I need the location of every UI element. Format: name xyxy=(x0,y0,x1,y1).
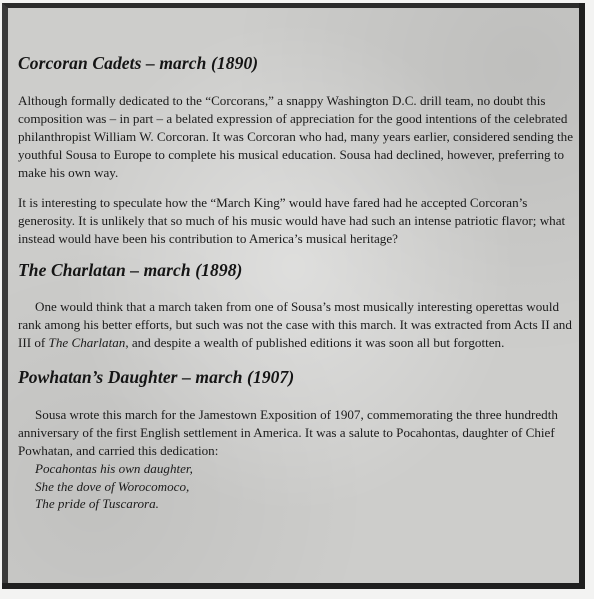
page-content xyxy=(18,8,580,513)
verse-line: She the dove of Worocomoco, xyxy=(35,478,190,494)
section-title-the-charlatan: The Charlatan – march (1898) xyxy=(18,260,243,280)
charlatan-text-end: , and despite a wealth of published editions it was soon all but forgotten. xyxy=(125,335,505,350)
verse-line: Pocahontas his own daughter, xyxy=(35,461,193,476)
paragraph-powhatan: Sousa wrote this march for the Jamestown Exposition of 1907, commemorating the three hundredth anniversary of the first English settlement in America. It was a salute to Pocahontas, daughter of Chief Powhatan, and carried this dedication: xyxy=(18,407,558,458)
page-shadow-bottom xyxy=(2,583,585,589)
verse-line: The pride of Tuscarora. xyxy=(35,496,159,511)
charlatan-text-start: One would think that a march taken from one of Sousa’s most musically interesting operettas would rank among his better efforts, but such was not the case with this march. It was extracted from Acts II and III of xyxy=(18,299,572,350)
section-title-powhatans-daughter: Powhatan’s Daughter – march (1907) xyxy=(18,367,295,387)
dedication-verse xyxy=(18,460,580,513)
charlatan-title-italic: The Charlatan xyxy=(48,335,126,350)
liner-notes-page xyxy=(2,3,579,583)
paragraph-corcoran-1: Although formally dedicated to the “Corcorans,” a snappy Washington D.C. drill team, no doubt this composition was – in part – a belated expression of appreciation for the good intentions of the celebrated philanthropist William W. Corcoran. It was Corcoran who had, many years earlier, considered sending the youthful Sousa to Europe to complete his musical education. Sousa had declined, however, preferring to make his own way. xyxy=(18,93,574,180)
paragraph-charlatan xyxy=(18,298,580,352)
paragraph-corcoran-2: It is interesting to speculate how the “March King” would have fared had he accepted Corcoran’s generosity. It is unlikely that so much of his music would have had such an intense patriotic flavor; what instead would have been his contribution to America’s musical heritage? xyxy=(18,195,566,246)
page-shadow-right xyxy=(579,3,585,589)
section-title-corcoran-cadets: Corcoran Cadets – march (1890) xyxy=(18,53,259,73)
